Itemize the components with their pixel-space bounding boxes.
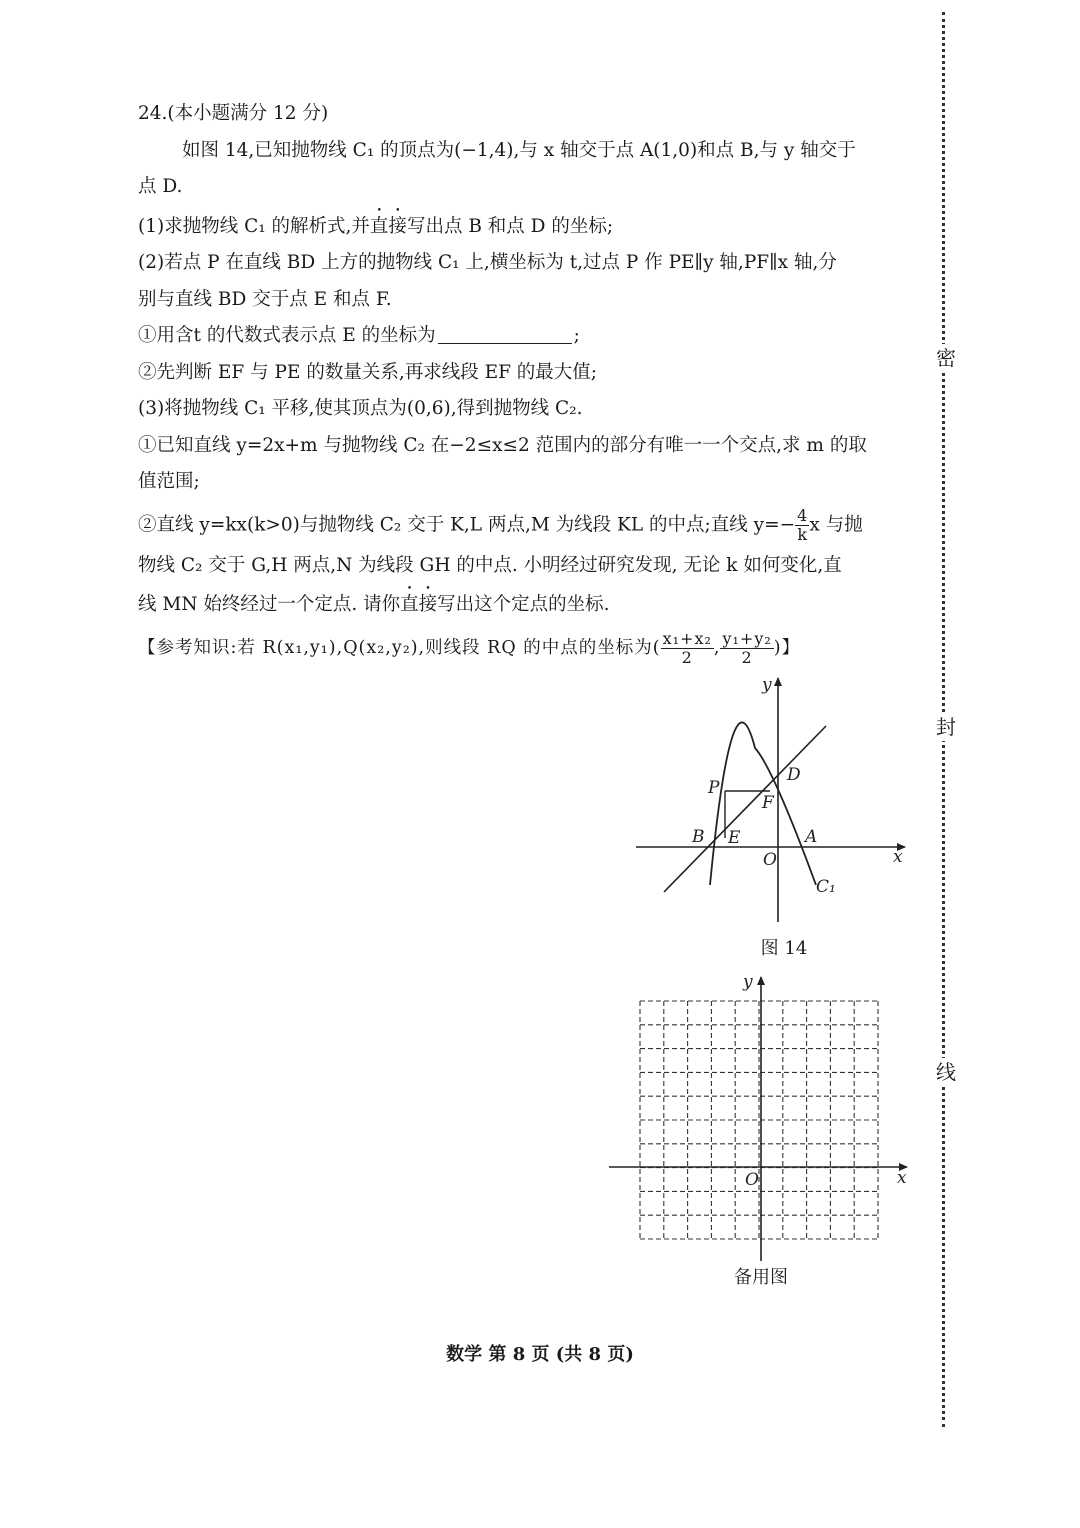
- label-origin: O: [763, 850, 777, 870]
- page-footer: 数学 第 8 页 (共 8 页): [446, 1344, 634, 1365]
- part-2-sub-1-text: ①用含t 的代数式表示点 E 的坐标为: [138, 325, 436, 346]
- label-y: y: [762, 675, 772, 695]
- emphasis-zhijie-2: 直接: [400, 594, 438, 615]
- part-3-sub-1-line-1: ①已知直线 y=2x+m 与抛物线 C₂ 在−2≤x≤2 范围内的部分有唯一一个交点,求 m 的取: [138, 434, 867, 456]
- part-1-text-b: 写出点 B 和点 D 的坐标;: [406, 215, 614, 237]
- part-3-sub-2-text-3a: 线 MN 始终经过一个定点. 请你: [138, 594, 401, 615]
- part-3-sub-2-text-b: x 与抛: [809, 514, 863, 535]
- spare-figure-caption: 备用图: [734, 1267, 788, 1288]
- part-3-sub-2-line-1: [138, 507, 918, 544]
- seal-char-feng: 封: [936, 715, 956, 739]
- intro-line-1: 如图 14,已知抛物线 C₁ 的顶点为(−1,4),与 x 轴交于点 A(1,0)和点 B,与 y 轴交于: [182, 139, 856, 161]
- label-d: D: [787, 765, 801, 785]
- reference-fraction-x: [661, 630, 714, 667]
- part-1-text-a: (1)求抛物线 C₁ 的解析式,并: [138, 215, 370, 237]
- dashed-grid: [640, 1001, 878, 1239]
- reference-comma: ,: [713, 637, 721, 658]
- part-2-sub-1-end: ;: [573, 325, 580, 346]
- label-x: x: [897, 1168, 907, 1188]
- fraction-numerator: y₁+y₂: [722, 628, 772, 648]
- part-3-sub-2-line-3: [138, 584, 918, 624]
- label-b: B: [692, 827, 705, 847]
- fraction-denominator: k: [797, 524, 808, 544]
- part-3: (3)将抛物线 C₁ 平移,使其顶点为(0,6),得到抛物线 C₂.: [138, 398, 583, 419]
- label-y: y: [743, 972, 753, 992]
- reference-knowledge: [138, 630, 918, 667]
- label-x: x: [893, 847, 903, 867]
- label-e: E: [728, 828, 741, 848]
- reference-text-b: )】: [773, 637, 801, 658]
- part-2-sub-2: ②先判断 EF 与 PE 的数量关系,再求线段 EF 的最大值;: [138, 361, 598, 383]
- fraction-denominator: 2: [741, 647, 753, 667]
- seal-char-mi: 密: [936, 346, 956, 370]
- label-p: P: [708, 778, 720, 798]
- part-3-sub-1-line-2: 值范围;: [138, 471, 200, 492]
- part-1: [138, 206, 918, 246]
- question-body: [138, 96, 918, 667]
- label-c1: C₁: [816, 877, 836, 897]
- fraction-numerator: 4: [797, 505, 808, 525]
- question-header: 24.(本小题满分 12 分): [138, 103, 329, 124]
- part-3-sub-2-line-2: 物线 C₂ 交于 G,H 两点,N 为线段 GH 的中点. 小明经过研究发现, 无论 k 如何变化,直: [138, 554, 842, 576]
- part-3-sub-2-text-a: ②直线 y=kx(k>0)与抛物线 C₂ 交于 K,L 两点,M 为线段 KL 的中点;直线 y=−: [138, 514, 796, 535]
- figure-14: [630, 670, 920, 930]
- spare-figure: [605, 965, 915, 1265]
- part-2-line-1: (2)若点 P 在直线 BD 上方的抛物线 C₁ 上,横坐标为 t,过点 P 作 PE∥y 轴,PF∥x 轴,分: [138, 252, 837, 273]
- label-a: A: [805, 827, 818, 847]
- part-3-sub-2-text-3b: 写出这个定点的坐标.: [437, 594, 610, 615]
- part-2-sub-1: [138, 318, 918, 355]
- fraction-denominator: 2: [681, 647, 693, 667]
- seal-char-xian: 线: [936, 1060, 956, 1084]
- reference-fraction-y: [720, 630, 773, 667]
- intro-line-2: 点 D.: [138, 176, 183, 197]
- label-origin: O: [745, 1170, 759, 1190]
- answer-blank[interactable]: [438, 323, 572, 344]
- fraction-4-over-k: [795, 507, 809, 544]
- reference-text-a: 【参考知识:若 R(x₁,y₁),Q(x₂,y₂),则线段 RQ 的中点的坐标为(: [138, 637, 661, 658]
- fraction-numerator: x₁+x₂: [662, 628, 712, 648]
- figure-14-caption: 图 14: [760, 938, 808, 959]
- part-2-line-2: 别与直线 BD 交于点 E 和点 F.: [138, 288, 392, 310]
- emphasis-zhijie: 直接: [369, 215, 407, 237]
- label-f: F: [762, 793, 774, 813]
- line-bd: [664, 726, 826, 892]
